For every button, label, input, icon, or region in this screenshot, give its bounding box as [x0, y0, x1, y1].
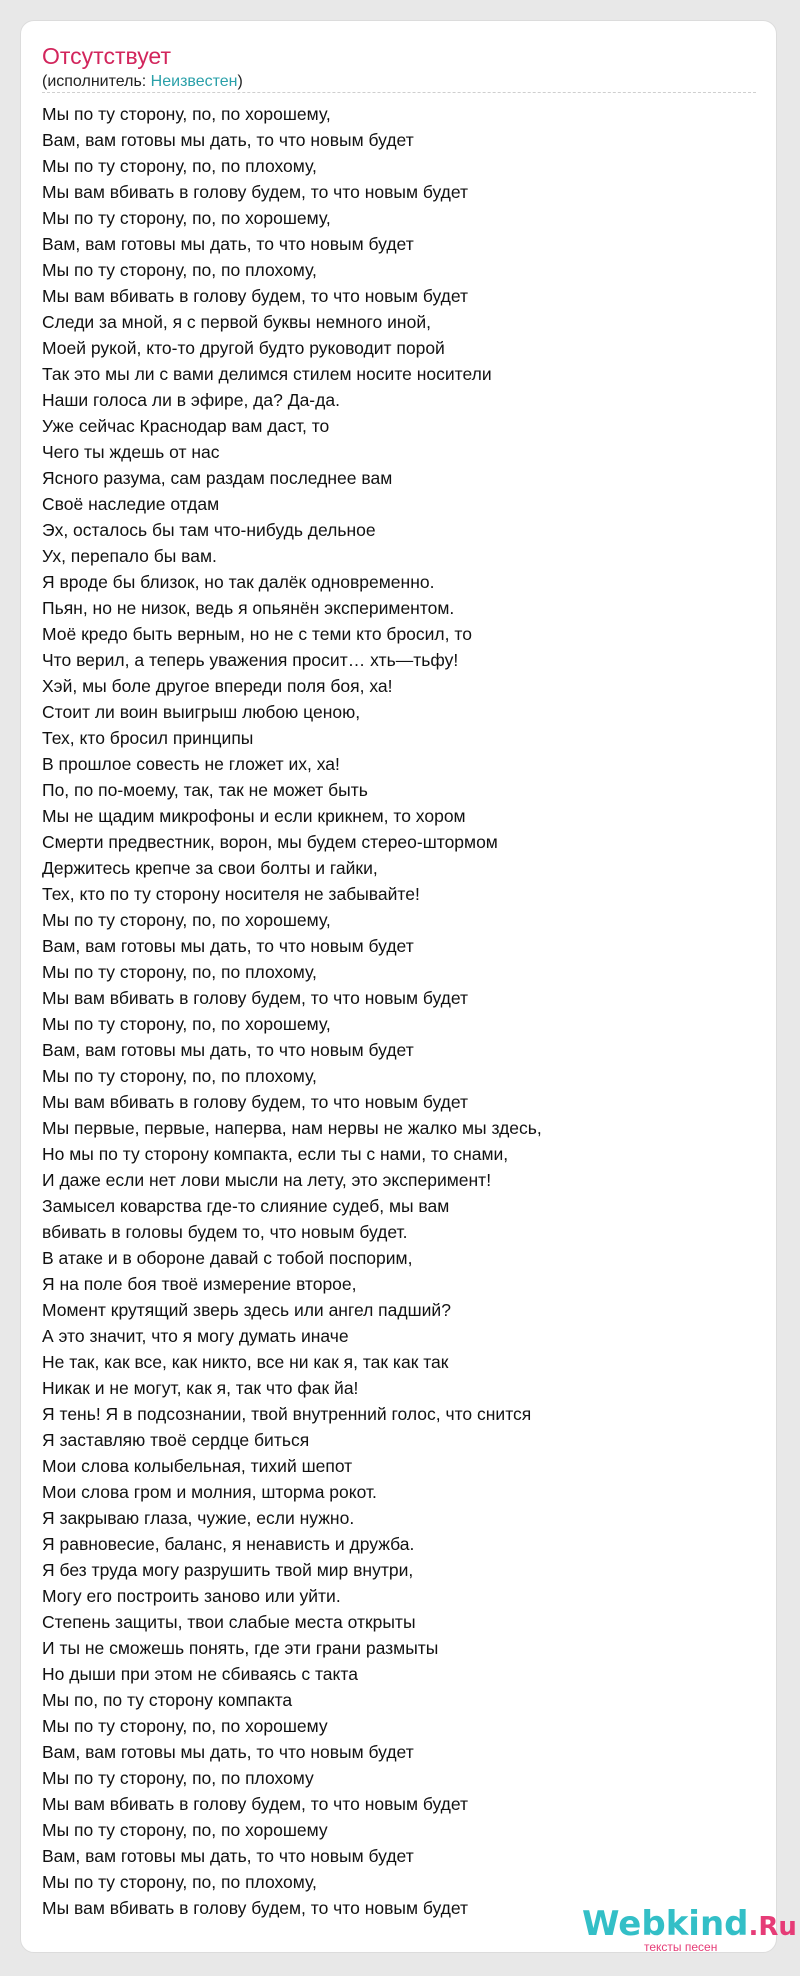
lyric-line: Моё кредо быть верным, но не с теми кто бросил, то	[42, 624, 472, 644]
lyric-line: Вам, вам готовы мы дать, то что новым будет	[42, 130, 414, 150]
lyric-line: Мы вам вбивать в голову будем, то что новым будет	[42, 286, 469, 306]
lyric-line: Вам, вам готовы мы дать, то что новым будет	[42, 1742, 414, 1762]
lyric-line: Вам, вам готовы мы дать, то что новым будет	[42, 1846, 414, 1866]
lyric-line: Я заставляю твоё сердце биться	[42, 1430, 310, 1450]
lyric-line: А это значит, что я могу думать иначе	[42, 1326, 349, 1346]
lyric-line: Вам, вам готовы мы дать, то что новым будет	[42, 234, 414, 254]
lyrics-text	[42, 101, 742, 1921]
lyric-line: Наши голоса ли в эфире, да? Да-да.	[42, 390, 340, 410]
lyric-line: Смерти предвестник, ворон, мы будем стерео-штормом	[42, 832, 498, 852]
lyric-line: Никак и не могут, как я, так что фак йа!	[42, 1378, 359, 1398]
lyric-line: Мои слова гром и молния, шторма рокот.	[42, 1482, 377, 1502]
title-divider	[42, 92, 756, 93]
lyric-line: Мы первые, первые, наперва, нам нервы не жалко мы здесь,	[42, 1118, 542, 1138]
lyric-line: Мы по ту сторону, по, по хорошему	[42, 1820, 328, 1840]
lyric-line: Я вроде бы близок, но так далёк одновременно.	[42, 572, 435, 592]
lyric-line: Что верил, а теперь уважения просит… хть—тьфу!	[42, 650, 459, 670]
lyric-line: Моей рукой, кто-то другой будто руководит порой	[42, 338, 445, 358]
lyric-line: Тех, кто бросил принципы	[42, 728, 254, 748]
lyric-line: Мы по ту сторону, по, по хорошему	[42, 1716, 328, 1736]
lyric-line: Уже сейчас Краснодар вам даст, то	[42, 416, 330, 436]
lyric-line: Я закрываю глаза, чужие, если нужно.	[42, 1508, 355, 1528]
song-title: Отсутствует	[42, 43, 171, 69]
lyric-line: Мы не щадим микрофоны и если крикнем, то хором	[42, 806, 466, 826]
lyric-line: Своё наследие отдам	[42, 494, 220, 514]
lyric-line: Мы вам вбивать в голову будем, то что новым будет	[42, 1092, 469, 1112]
logo-tagline: тексты песен	[644, 1940, 718, 1954]
lyric-line: Мы по ту сторону, по, по хорошему,	[42, 910, 331, 930]
lyric-line: Стоит ли воин выигрыш любою ценою,	[42, 702, 361, 722]
lyric-line: Мы по ту сторону, по, по хорошему,	[42, 1014, 331, 1034]
lyric-line: Ясного разума, сам раздам последнее вам	[42, 468, 393, 488]
lyric-line: Чего ты ждешь от нас	[42, 442, 220, 462]
lyric-line: Мы по ту сторону, по, по плохому,	[42, 156, 317, 176]
lyric-line: Я без труда могу разрушить твой мир внутри,	[42, 1560, 414, 1580]
lyric-line: Мы вам вбивать в голову будем, то что новым будет	[42, 1794, 469, 1814]
lyric-line: Не так, как все, как никто, все ни как я, так как так	[42, 1352, 449, 1372]
lyric-line: Мы вам вбивать в голову будем, то что новым будет	[42, 1898, 469, 1918]
lyric-line: Момент крутящий зверь здесь или ангел падший?	[42, 1300, 451, 1320]
lyric-line: Мы по ту сторону, по, по хорошему,	[42, 208, 331, 228]
artist-suffix: )	[237, 73, 243, 90]
lyric-line: Я на поле боя твоё измерение второе,	[42, 1274, 357, 1294]
lyric-line: В атаке и в обороне давай с тобой поспорим,	[42, 1248, 413, 1268]
lyric-line: Вам, вам готовы мы дать, то что новым будет	[42, 1040, 414, 1060]
lyric-line: Мои слова колыбельная, тихий шепот	[42, 1456, 353, 1476]
lyric-line: Мы по ту сторону, по, по плохому,	[42, 1872, 317, 1892]
lyric-line: Мы по ту сторону, по, по хорошему,	[42, 104, 331, 124]
lyric-line: И ты не сможешь понять, где эти грани размыты	[42, 1638, 439, 1658]
lyric-line: Степень защиты, твои слабые места открыты	[42, 1612, 416, 1632]
lyric-line: Но дыши при этом не сбиваясь с такта	[42, 1664, 358, 1684]
lyric-line: Мы вам вбивать в голову будем, то что новым будет	[42, 988, 469, 1008]
lyric-line: Я равновесие, баланс, я ненависть и дружба.	[42, 1534, 415, 1554]
lyric-line: Могу его построить заново или уйти.	[42, 1586, 341, 1606]
lyric-line: Пьян, но не низок, ведь я опьянён экспериментом.	[42, 598, 455, 618]
artist-prefix: (исполнитель:	[42, 73, 151, 90]
lyric-line: Я тень! Я в подсознании, твой внутренний голос, что снится	[42, 1404, 532, 1424]
lyric-line: В прошлое совесть не гложет их, ха!	[42, 754, 340, 774]
artist-link[interactable]: Неизвестен	[150, 73, 238, 90]
lyric-line: Мы по, по ту сторону компакта	[42, 1690, 293, 1710]
lyric-line: Так это мы ли с вами делимся стилем носите носители	[42, 364, 492, 384]
lyric-line: Мы вам вбивать в голову будем, то что новым будет	[42, 182, 469, 202]
logo-brand: Webkind	[582, 1904, 749, 1944]
lyric-line: По, по по-моему, так, так не может быть	[42, 780, 368, 800]
lyric-line: Следи за мной, я с первой буквы немного иной,	[42, 312, 431, 332]
artist-line	[42, 72, 243, 92]
lyric-line: Хэй, мы боле другое впереди поля боя, ха!	[42, 676, 393, 696]
lyric-line: Мы по ту сторону, по, по плохому	[42, 1768, 314, 1788]
lyric-line: Мы по ту сторону, по, по плохому,	[42, 260, 317, 280]
lyric-line: Замысел коварства где-то слияние судеб, мы вам	[42, 1196, 450, 1216]
lyric-line: И даже если нет лови мысли на лету, это эксперимент!	[42, 1170, 492, 1190]
lyric-line: Эх, осталось бы там что-нибудь дельное	[42, 520, 376, 540]
lyric-line: Но мы по ту сторону компакта, если ты с нами, то снами,	[42, 1144, 509, 1164]
lyric-line: Ух, перепало бы вам.	[42, 546, 217, 566]
logo-tld: .Ru	[748, 1912, 797, 1942]
lyric-line: Тех, кто по ту сторону носителя не забывайте!	[42, 884, 420, 904]
lyric-line: Вам, вам готовы мы дать, то что новым будет	[42, 936, 414, 956]
lyric-line: вбивать в головы будем то, что новым будет.	[42, 1222, 408, 1242]
lyric-line: Держитесь крепче за свои болты и гайки,	[42, 858, 378, 878]
webkind-logo[interactable]	[582, 1904, 797, 1958]
lyric-line: Мы по ту сторону, по, по плохому,	[42, 962, 317, 982]
lyric-line: Мы по ту сторону, по, по плохому,	[42, 1066, 317, 1086]
